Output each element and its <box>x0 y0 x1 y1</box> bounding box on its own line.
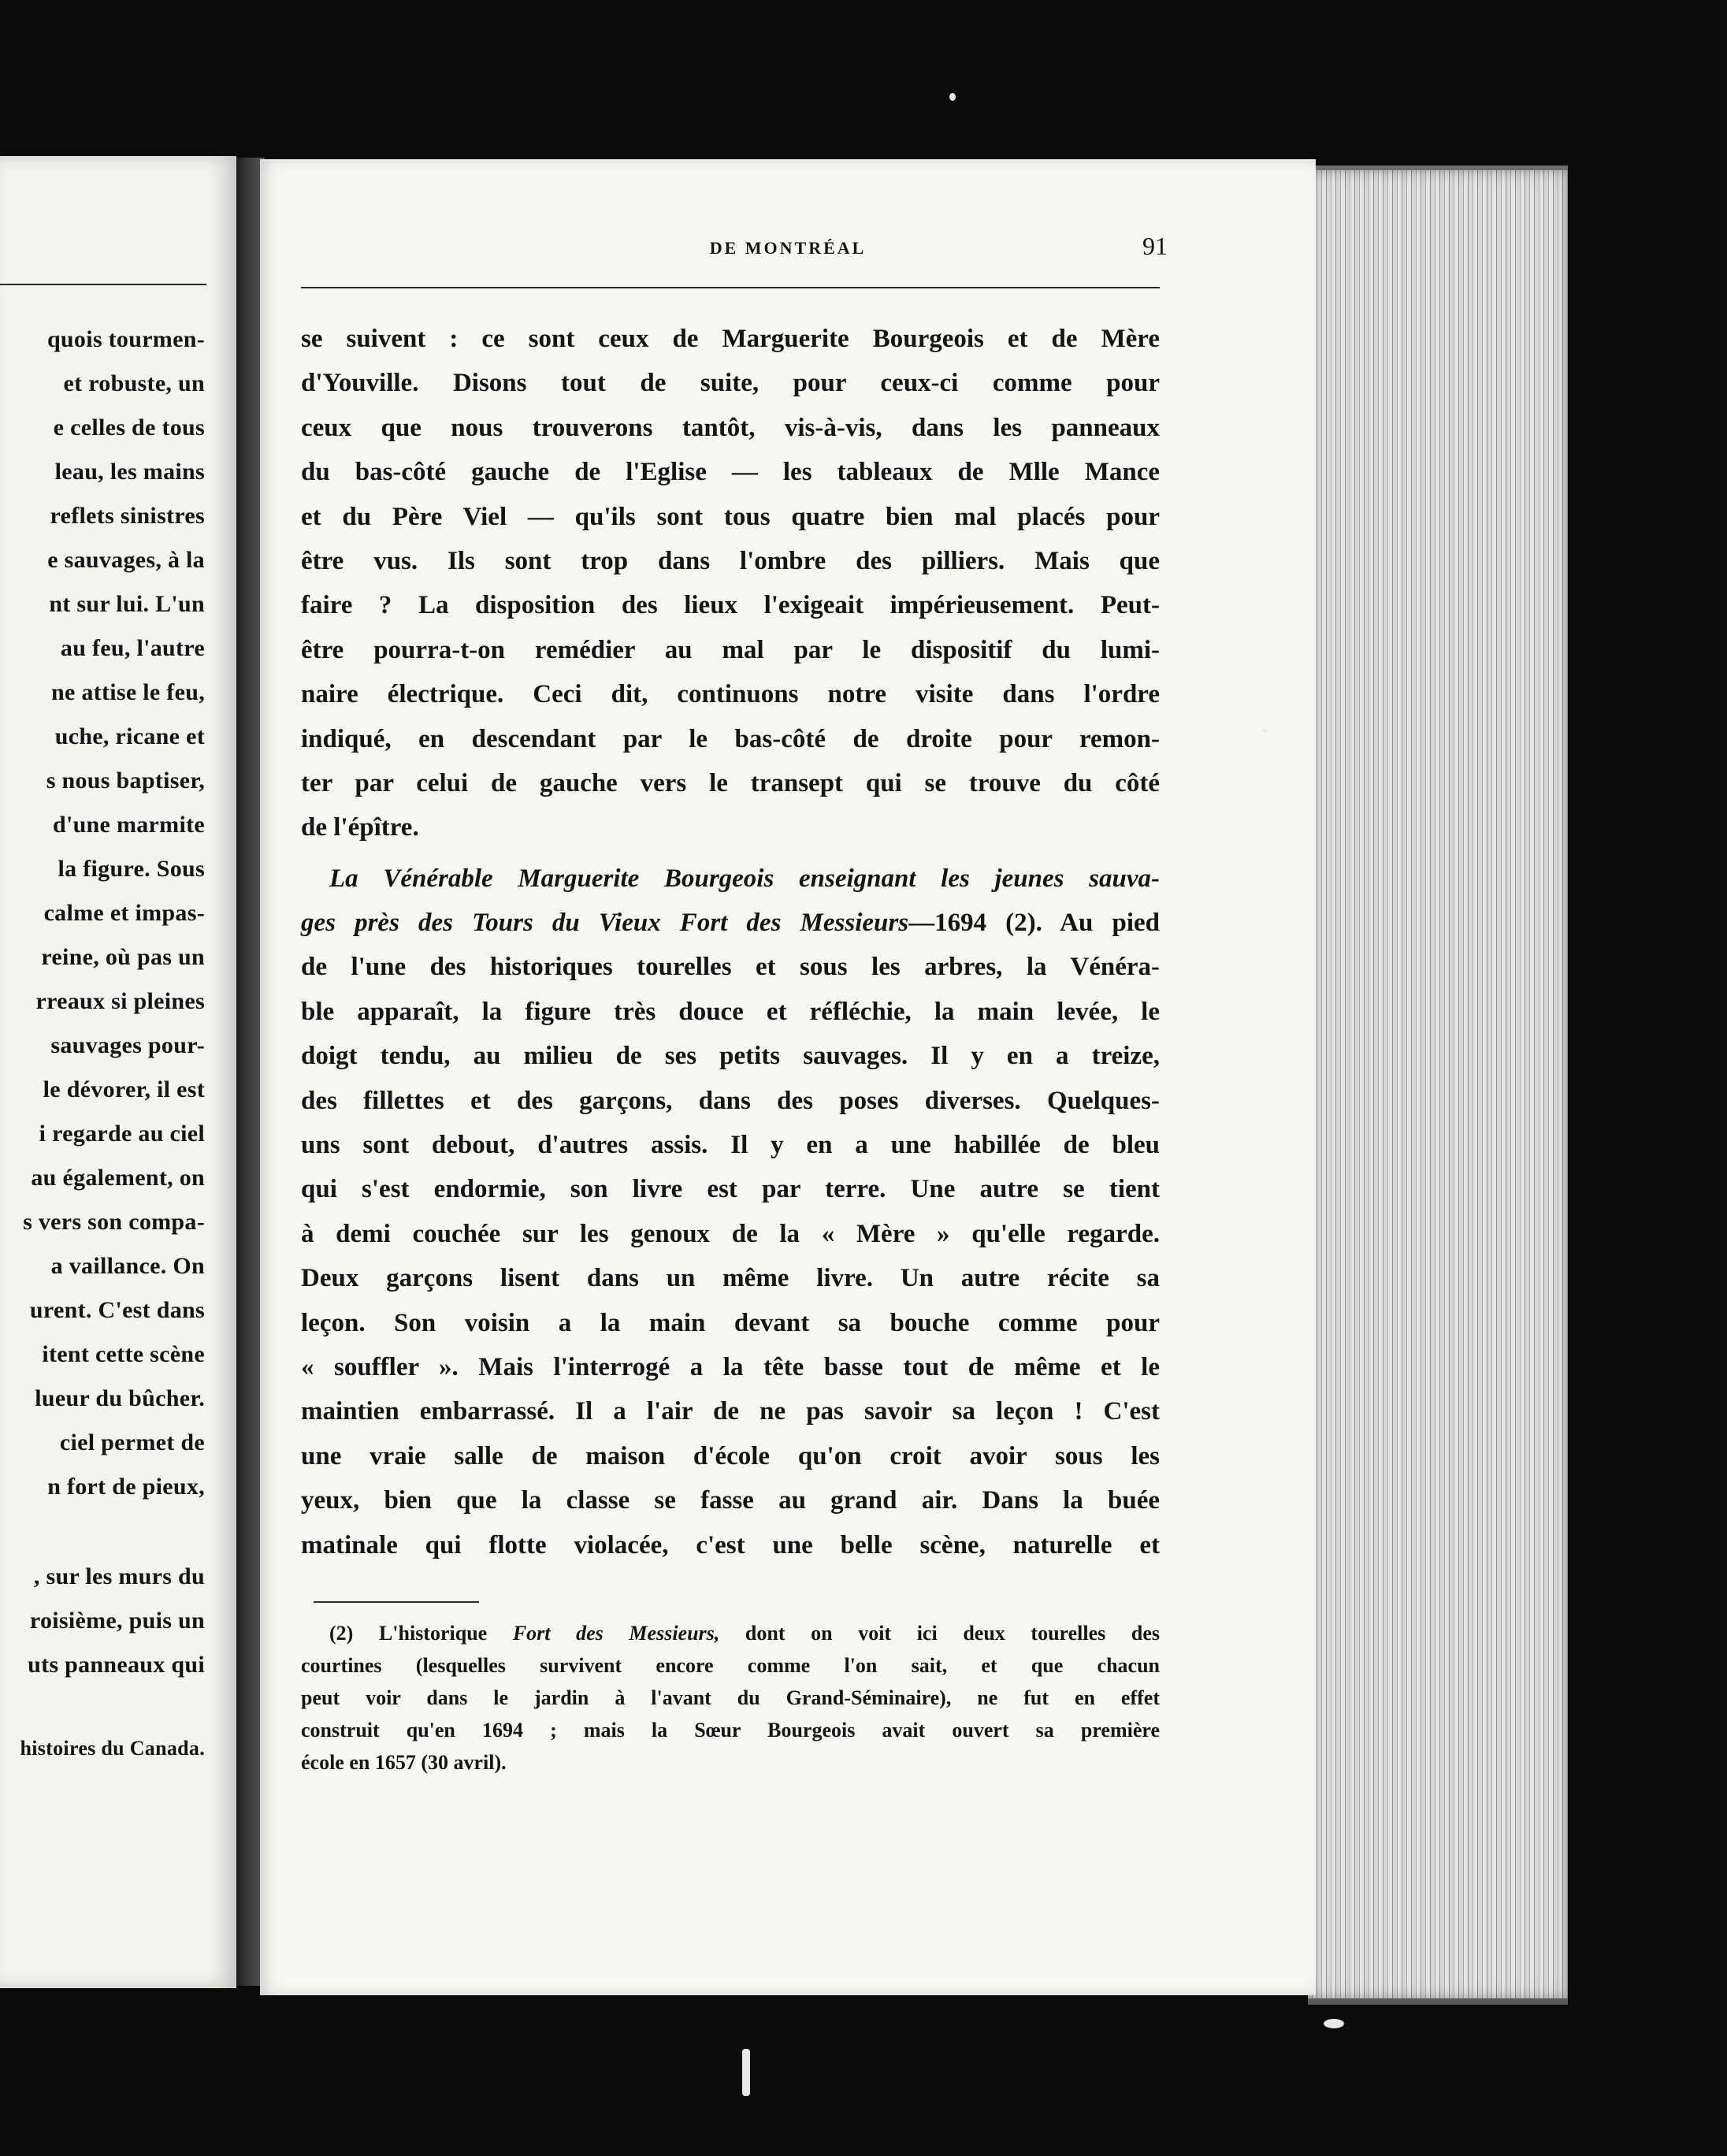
left-line: s nous baptiser, <box>46 768 205 794</box>
left-line: rreaux si pleines <box>35 988 205 1014</box>
text-line: ble apparaît, la figure très douce et réfléchie, la main levée, le <box>301 997 1160 1026</box>
text-line: et du Père Viel — qu'ils sont tous quatre bien mal placés pour <box>301 502 1160 531</box>
footnote-line <box>301 1617 1160 1649</box>
page-number: 91 <box>1142 232 1168 260</box>
left-line: reine, où pas un <box>41 944 205 970</box>
left-line: reflets sinistres <box>50 503 205 529</box>
text-line: ter par celui de gauche vers le transept qui se trouve du côté <box>301 768 1160 797</box>
running-head: DE MONTRÉAL <box>709 238 867 258</box>
left-page <box>0 156 236 1988</box>
text-line: yeux, bien que la classe se fasse au grand air. Dans la buée <box>301 1486 1160 1515</box>
left-line: ciel permet de <box>59 1429 205 1455</box>
left-line: , sur les murs du <box>33 1563 205 1589</box>
text-line: uns sont debout, d'autres assis. Il y en a une habillée de bleu <box>301 1131 1160 1160</box>
text-line: qui s'est endormie, son livre est par terre. Une autre se tient <box>301 1175 1160 1204</box>
left-line: lueur du bûcher. <box>35 1385 205 1411</box>
text-line: être vus. Ils sont trop dans l'ombre des pilliers. Mais que <box>301 546 1160 575</box>
text-line: des fillettes et des garçons, dans des poses diverses. Quelques- <box>301 1086 1160 1115</box>
text-line: doigt tendu, au milieu de ses petits sauvages. Il y en a treize, <box>301 1042 1160 1071</box>
painting-title-line: La Vénérable Marguerite Bourgeois enseignant les jeunes sauva- <box>329 864 1160 893</box>
film-speck <box>949 93 956 101</box>
text-line: se suivent : ce sont ceux de Marguerite Bourgeois et de Mère <box>301 325 1160 353</box>
left-page-header-rule <box>0 284 206 285</box>
left-line: uche, ricane et <box>54 723 205 749</box>
text-line: d'Youville. Disons tout de suite, pour ceux-ci comme pour <box>301 369 1160 398</box>
left-line: la figure. Sous <box>58 856 205 882</box>
text-line: matinale qui flotte violacée, c'est une belle scène, naturelle et <box>301 1530 1160 1559</box>
text-line: maintien embarrassé. Il a l'air de ne pas savoir sa leçon ! C'est <box>301 1397 1160 1426</box>
left-line: a vaillance. On <box>50 1253 205 1279</box>
footnote <box>301 1617 1160 1779</box>
film-speck <box>1263 729 1267 733</box>
footnote-marker-text: (2) L'historique <box>329 1622 513 1645</box>
text-line: de l'épître. <box>301 813 419 842</box>
left-line: itent cette scène <box>42 1341 205 1367</box>
text-line: Deux garçons lisent dans un même livre. Un autre récite sa <box>301 1264 1160 1293</box>
text-line: faire ? La disposition des lieux l'exigeait impérieusement. Peut- <box>301 591 1160 620</box>
paragraph-1 <box>301 317 1160 850</box>
left-line: d'une marmite <box>52 812 205 838</box>
left-line: uts panneaux qui <box>28 1652 205 1678</box>
film-speck <box>1324 2019 1344 2028</box>
left-line: histoires du Canada. <box>20 1737 205 1760</box>
text-line: ceux que nous trouverons tantôt, vis-à-vis, dans les panneaux <box>301 413 1160 442</box>
main-page <box>260 159 1316 1995</box>
painting-title-italic: ges près des Tours du Vieux Fort des Messieurs <box>301 909 909 938</box>
left-line: e celles de tous <box>53 414 205 440</box>
left-line: sauvages pour- <box>50 1032 205 1058</box>
text-line: à demi couchée sur les genoux de la « Mère » qu'elle regarde. <box>301 1219 1160 1248</box>
footnote-line: construit qu'en 1694 ; mais la Sœur Bourgeois avait ouvert sa première <box>301 1719 1160 1742</box>
text-line: indiqué, en descendant par le bas-côté de droite pour remon- <box>301 724 1160 753</box>
painting-title-line <box>301 901 1160 945</box>
left-line: n fort de pieux, <box>47 1474 205 1500</box>
left-line: i regarde au ciel <box>39 1121 205 1147</box>
left-line: calme et impas- <box>43 900 205 926</box>
left-line: au feu, l'autre <box>60 635 205 661</box>
footnote-text: dont on voit ici deux tourelles des <box>719 1622 1160 1645</box>
text-line: de l'une des historiques tourelles et sous les arbres, la Vénéra- <box>301 953 1160 982</box>
footnote-line: école en 1657 (30 avril). <box>301 1751 507 1774</box>
text-line: leçon. Son voisin a la main devant sa bouche comme pour <box>301 1308 1160 1337</box>
text-line: du bas-côté gauche de l'Eglise — les tableaux de Mlle Mance <box>301 458 1160 487</box>
body-text <box>301 317 1160 1567</box>
film-speck <box>742 2049 750 2096</box>
page-edges <box>1308 165 1568 2005</box>
text-line: une vraie salle de maison d'école qu'on croit avoir sous les <box>301 1441 1160 1470</box>
text-line: être pourra-t-on remédier au mal par le dispositif du lumi- <box>301 635 1160 664</box>
left-line: s vers son compa- <box>23 1209 205 1235</box>
footnote-line: courtines (lesquelles survivent encore comme l'on sait, et que chacun <box>301 1654 1160 1677</box>
left-line: au également, on <box>31 1165 205 1191</box>
left-line: roisième, puis un <box>29 1608 205 1634</box>
left-line: urent. C'est dans <box>29 1297 205 1323</box>
left-line: e sauvages, à la <box>47 547 205 573</box>
footnote-italic: Fort des Messieurs, <box>512 1622 720 1645</box>
left-line: quois tourmen- <box>46 326 205 352</box>
left-line: nt sur lui. L'un <box>49 591 205 617</box>
left-line: et robuste, un <box>63 370 205 396</box>
paragraph-2 <box>301 857 1160 1567</box>
header-rule <box>301 287 1160 288</box>
text-line: naire électrique. Ceci dit, continuons notre visite dans l'ordre <box>301 680 1160 709</box>
footnote-rule <box>314 1601 479 1603</box>
left-line: ne attise le feu, <box>50 679 205 705</box>
left-line: le dévorer, il est <box>43 1076 205 1102</box>
text-line: « souffler ». Mais l'interrogé a la tête basse tout de même et le <box>301 1352 1160 1381</box>
painting-date: —1694 (2). Au pied <box>908 909 1160 938</box>
footnote-line: peut voir dans le jardin à l'avant du Grand-Séminaire), ne fut en effet <box>301 1686 1160 1709</box>
left-page-text <box>0 318 205 1771</box>
left-line: leau, les mains <box>54 459 205 485</box>
